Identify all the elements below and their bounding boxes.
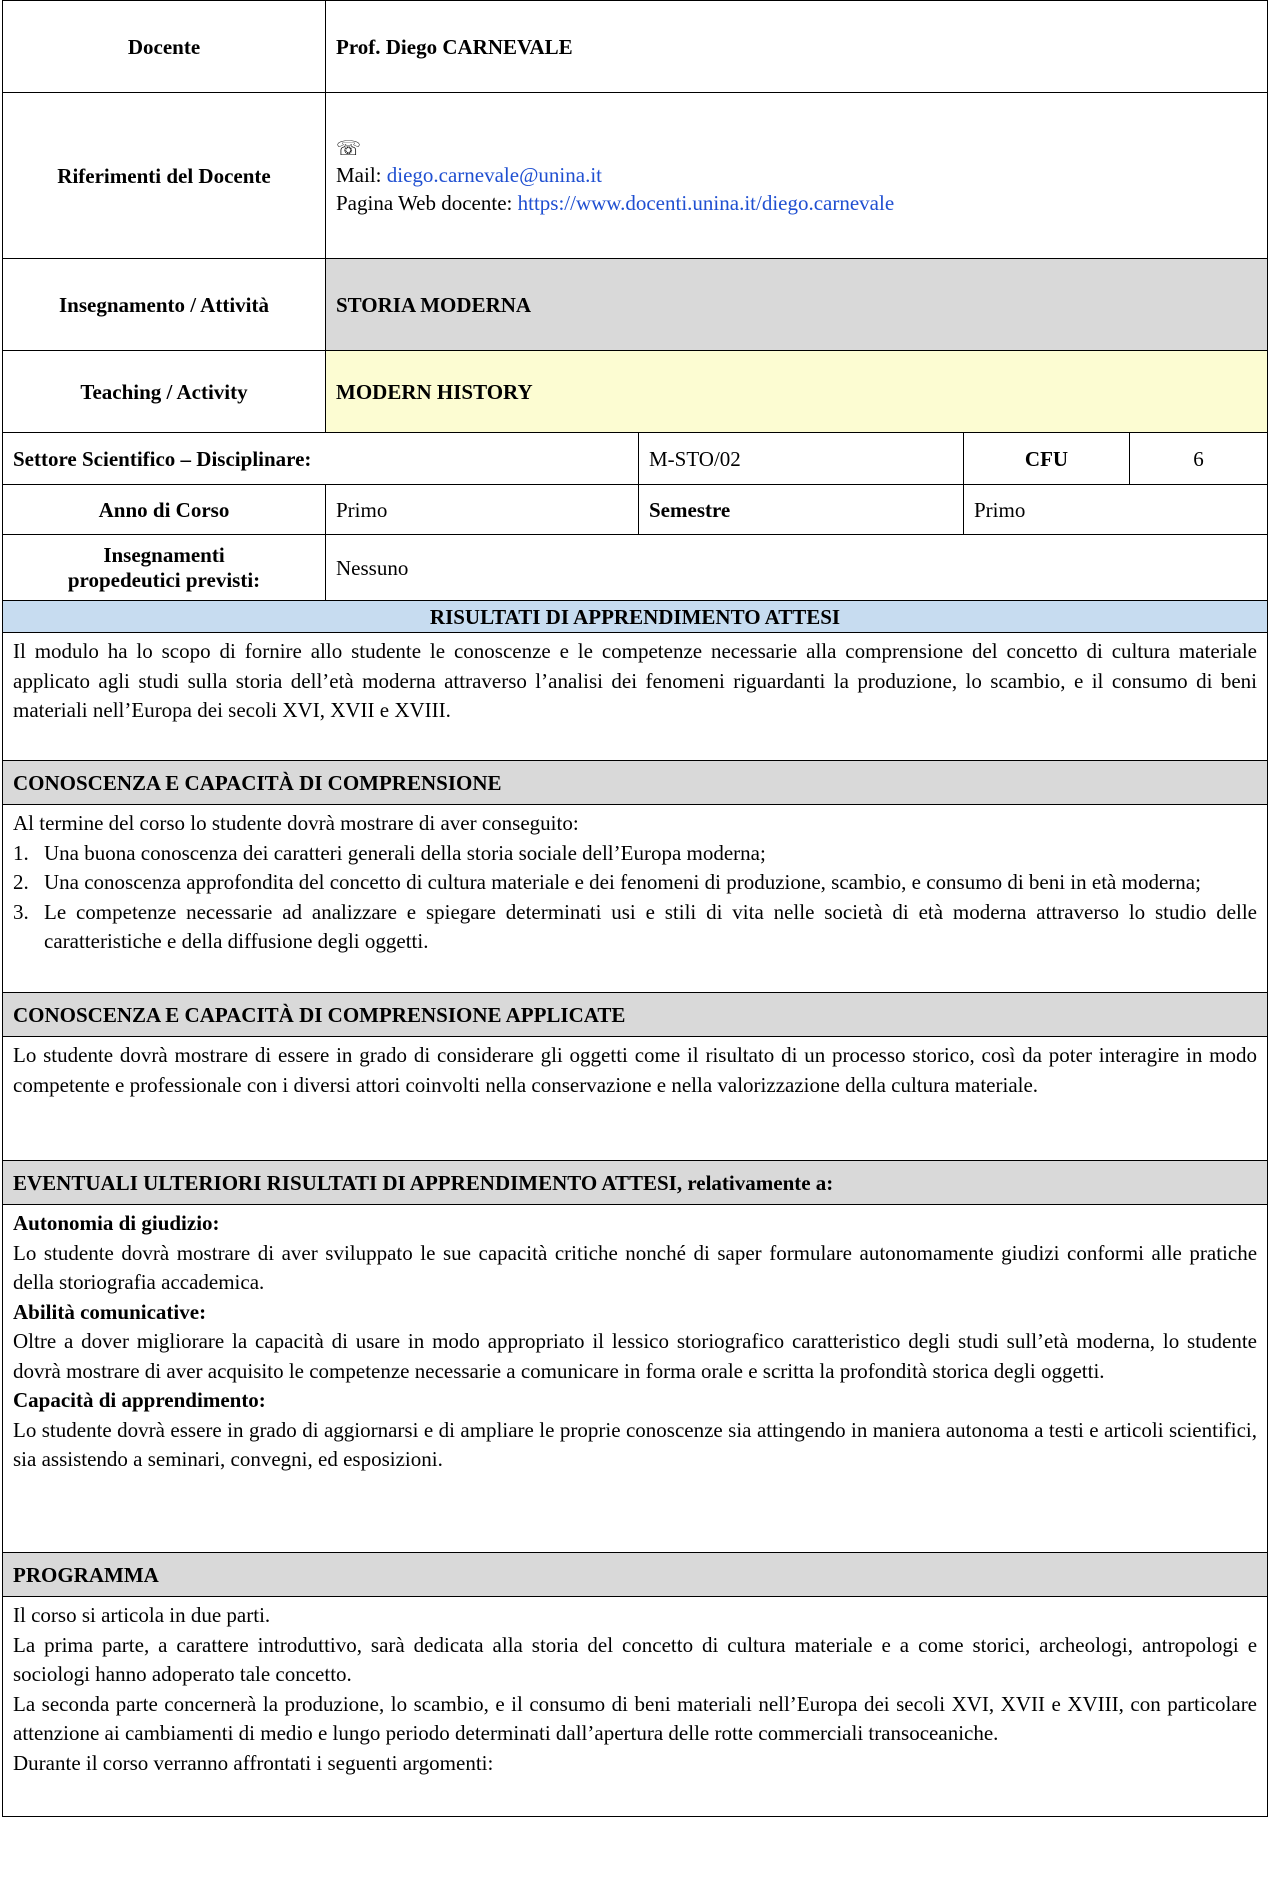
programma-p4: Durante il corso verranno affrontati i seguenti argomenti: <box>13 1750 494 1775</box>
list-number: 3. <box>13 899 29 924</box>
value-anno: Primo <box>326 485 639 535</box>
row-programma-body <box>3 1597 1268 1817</box>
row-conoscenza-body <box>3 805 1268 993</box>
abilita-title: Abilità comunicative: <box>13 1299 207 1324</box>
conoscenza-intro: Al termine del corso lo studente dovrà mostrare di aver conseguito: <box>13 811 579 835</box>
row-applicate-body <box>3 1037 1268 1161</box>
programma-p1: Il corso si articola in due parti. <box>13 1603 271 1627</box>
mail-link[interactable]: diego.carnevale@unina.it <box>386 162 602 187</box>
label-teaching: Teaching / Activity <box>3 351 326 433</box>
row-docente <box>3 1 1268 93</box>
row-risultati-heading <box>3 601 1268 633</box>
conoscenza-heading: CONOSCENZA E CAPACITÀ DI COMPRENSIONE <box>3 761 1268 805</box>
autonomia-title: Autonomia di giudizio: <box>13 1211 220 1235</box>
value-semestre: Primo <box>964 485 1268 535</box>
row-conoscenza-heading <box>3 761 1268 805</box>
row-insegnamento <box>3 259 1268 351</box>
ulteriori-content <box>3 1205 1268 1553</box>
row-programma-heading <box>3 1553 1268 1597</box>
telephone-icon: ☏ <box>336 135 362 160</box>
capacita-text: Lo studente dovrà essere in grado di aggiornarsi e di ampliare le proprie conoscenze sia attingendo in maniera autonoma a testi e articoli scientifici, sia assistendo a seminari, convegni, ed esposizioni. <box>13 1417 1258 1471</box>
list-item-text: Le competenze necessarie ad analizzare e spiegare determinati usi e stili di vita nelle società di età moderna attraverso lo studio delle caratteristiche e della diffusione degli oggetti. <box>44 899 1258 953</box>
label-semestre: Semestre <box>639 485 964 535</box>
web-link[interactable]: https://www.docenti.unina.it/diego.carnevale <box>517 190 895 215</box>
list-item-text: Una conoscenza approfondita del concetto di cultura materiale e dei fenomeni di produzione, scambio, e consumo di beni in età moderna; <box>44 870 1201 894</box>
label-propedeutici-line1: Insegnamenti <box>103 542 225 567</box>
list-number: 2. <box>13 870 29 894</box>
capacita-title: Capacità di apprendimento: <box>13 1388 266 1412</box>
value-docente: Prof. Diego CARNEVALE <box>326 1 1268 93</box>
syllabus-table <box>2 0 1268 1817</box>
row-riferimenti <box>3 93 1268 259</box>
value-propedeutici: Nessuno <box>326 535 1268 601</box>
label-riferimenti: Riferimenti del Docente <box>3 93 326 259</box>
label-propedeutici <box>3 535 326 601</box>
web-label: Pagina Web docente: <box>336 190 513 215</box>
label-settore: Settore Scientifico – Disciplinare: <box>3 433 639 485</box>
programma-content <box>3 1597 1268 1817</box>
row-anno <box>3 485 1268 535</box>
mail-line <box>336 161 1257 189</box>
label-cfu: CFU <box>964 433 1130 485</box>
programma-p3: La seconda parte concernerà la produzione, lo scambio, e il consumo di beni materiali nell’Europa dei secoli XVI, XVII e XVIII, con particolare attenzione ai cambiamenti di medio e lungo periodo determinati dall’apertura delle rotte commerciali transoceaniche. <box>13 1691 1258 1745</box>
mail-label: Mail: <box>336 162 382 187</box>
list-item-text: Una buona conoscenza dei caratteri generali della storia sociale dell’Europa moderna; <box>44 840 766 865</box>
programma-heading: PROGRAMMA <box>3 1553 1268 1597</box>
web-line <box>336 189 1257 217</box>
value-cfu: 6 <box>1130 433 1268 485</box>
list-item <box>13 839 1257 869</box>
ulteriori-heading-bold: EVENTUALI ULTERIORI RISULTATI DI APPRENDIMENTO ATTESI, relativamente a: <box>13 1170 834 1195</box>
row-risultati-body <box>3 633 1268 761</box>
label-propedeutici-line2: propedeutici previsti: <box>67 567 261 592</box>
risultati-heading: RISULTATI DI APPRENDIMENTO ATTESI <box>3 601 1268 633</box>
ulteriori-heading <box>3 1161 1268 1205</box>
label-docente: Docente <box>3 1 326 93</box>
row-teaching <box>3 351 1268 433</box>
list-item <box>13 898 1257 957</box>
value-settore: M-STO/02 <box>639 433 964 485</box>
row-settore <box>3 433 1268 485</box>
applicate-text: Lo studente dovrà mostrare di essere in grado di considerare gli oggetti come il risultato di un processo storico, così da poter interagire in modo competente e professionale con i diversi attori coinvolti nella conservazione e nella valorizzazione della cultura materiale. <box>3 1037 1268 1161</box>
label-insegnamento: Insegnamento / Attività <box>3 259 326 351</box>
list-number: 1. <box>13 840 29 865</box>
applicate-heading: CONOSCENZA E CAPACITÀ DI COMPRENSIONE APPLICATE <box>3 993 1268 1037</box>
row-ulteriori-heading <box>3 1161 1268 1205</box>
autonomia-text: Lo studente dovrà mostrare di aver sviluppato le sue capacità critiche nonché di saper formulare autonomamente giudizi conformi alle pratiche della storiografia accademica. <box>13 1240 1258 1294</box>
value-insegnamento: STORIA MODERNA <box>326 259 1268 351</box>
value-teaching: MODERN HISTORY <box>326 351 1268 433</box>
conoscenza-list <box>13 839 1257 957</box>
list-item <box>13 868 1257 898</box>
label-anno: Anno di Corso <box>3 485 326 535</box>
row-ulteriori-body <box>3 1205 1268 1553</box>
abilita-text: Oltre a dover migliorare la capacità di usare in modo appropriato il lessico storiografico caratteristico degli studi sull’età moderna, lo studente dovrà mostrare di aver acquisito le competenze necessarie a comunicare in forma orale e scritta la profondità storica degli oggetti. <box>13 1329 1258 1383</box>
risultati-text: Il modulo ha lo scopo di fornire allo studente le conoscenze e le competenze necessarie alla comprensione del concetto di cultura materiale applicato agli studi sulla storia dell’età moderna attraverso l’analisi dei fenomeni riguardanti la produzione, lo scambio, e il consumo di beni materiali nell’Europa dei secoli XVI, XVII e XVIII. <box>3 633 1268 761</box>
row-propedeutici <box>3 535 1268 601</box>
row-applicate-heading <box>3 993 1268 1037</box>
programma-p2: La prima parte, a carattere introduttivo, sarà dedicata alla storia del concetto di cultura materiale e a come storici, archeologi, antropologi e sociologi hanno adoperato tale concetto. <box>13 1632 1258 1686</box>
riferimenti-content <box>326 93 1268 259</box>
conoscenza-content <box>3 805 1268 993</box>
